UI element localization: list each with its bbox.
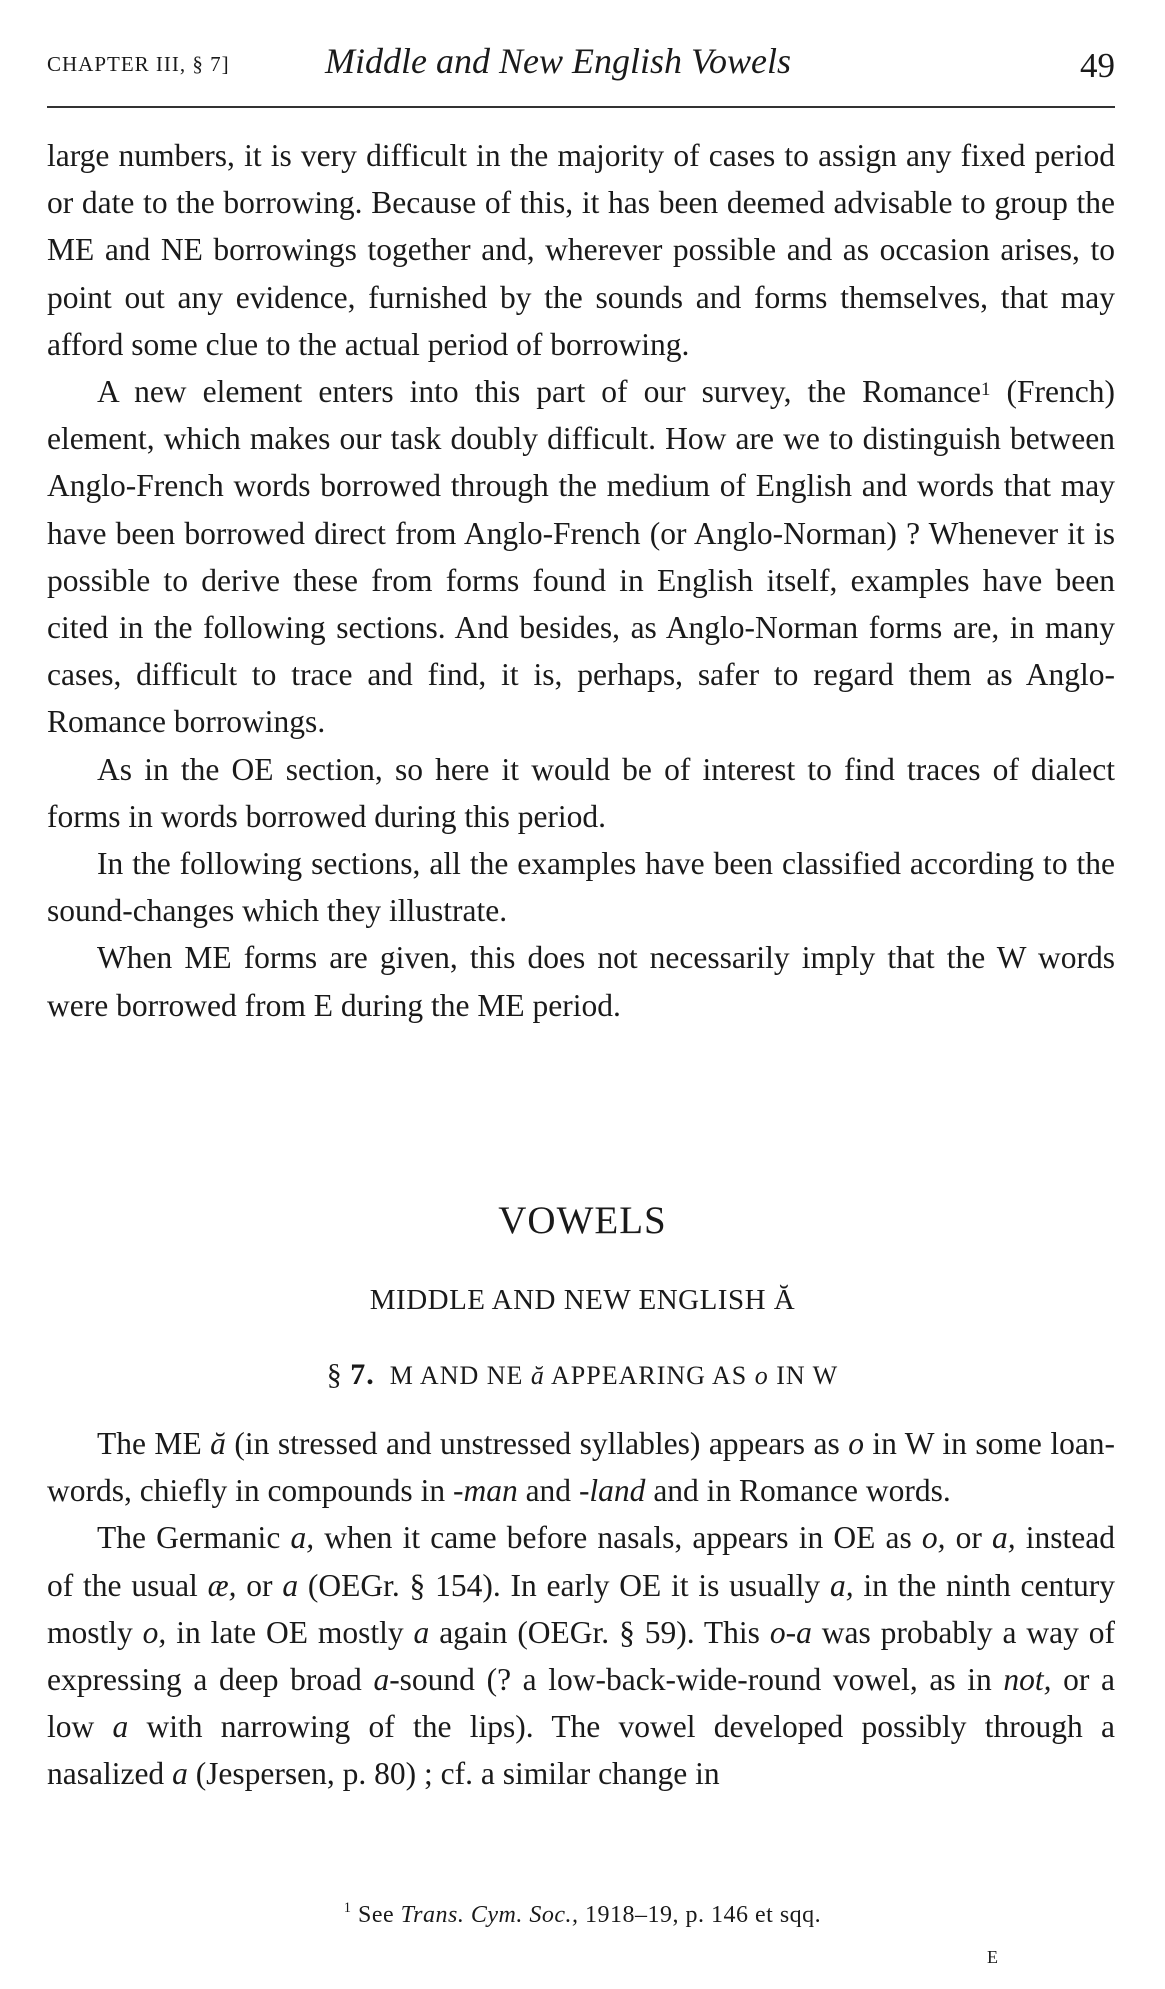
running-header bbox=[47, 38, 1115, 96]
footnote-number: 1 bbox=[343, 1900, 352, 1916]
signature-mark: E bbox=[987, 1947, 999, 1967]
section-paragraph-1: The ME ă (in stressed and unstressed syllables) appears as o in W in some loan-words, chiefly in compounds in -man and -land and in Romance words. bbox=[47, 1426, 1116, 1509]
paragraph-romance-start: A new element enters into this part of our survey, the Romance bbox=[97, 374, 982, 410]
paragraph-romance-rest: (French) element, which makes our task doubly difficult. How are we to distinguish between Anglo-French words borrowed through the medium of English and words that may have been borrowed direct from Anglo-French (or Anglo-Norman) ? Whenever it is possible to derive these from forms found in English itself, examples have been cited in the following sections. And besides, as Anglo-Norman forms are, in many cases, difficult to trace and find, it is, perhaps, safer to regard them as Anglo-Romance borrowings. bbox=[47, 374, 1115, 740]
running-title: Middle and New English Vowels bbox=[325, 41, 791, 81]
footnote-marker: 1 bbox=[981, 379, 991, 401]
journal-title: Trans. Cym. Soc., bbox=[400, 1902, 579, 1928]
paragraph-me-forms: When ME forms are given, this does not necessarily imply that the W words were borrowed from E during the ME period. bbox=[47, 940, 1115, 1023]
paragraph-dialect: As in the OE section, so here it would be of interest to find traces of dialect forms in words borrowed during this period. bbox=[47, 751, 1115, 834]
heading-vowels: VOWELS bbox=[498, 1199, 667, 1242]
section-text bbox=[47, 1420, 1115, 1798]
footnote: $^1$ See Trans. Cym. Soc., 1918–19, p. 146 et sqq. bbox=[343, 1900, 822, 1928]
page-number: 49 bbox=[1080, 46, 1115, 85]
paragraph-continued: large numbers, it is very difficult in the majority of cases to assign any fixed period or date to the borrowing. Because of this, it has been deemed advisable to group the ME and NE borrowings together and, wherever possible and as occasion arises, to point out any evidence, furnished by the sounds and forms themselves, that may afford some clue to the actual period of borrowing. bbox=[47, 138, 1115, 362]
main-text bbox=[47, 132, 1115, 1029]
paragraph-classified: In the following sections, all the examples have been classified according to the sound-changes which they illustrate. bbox=[47, 846, 1115, 929]
section-paragraph-2: The Germanic a, when it came before nasals, appears in OE as o, or a, instead of the usual æ, or a (OEGr. § 154). In early OE it is usually a, in the ninth century mostly o, in late OE mostly a again (OEGr. § 59). This o-a was probably a way of expressing a deep broad a-sound (? a low-back-wide-round vowel, as in not, or a low a with narrowing of the lips). The vowel developed possibly through a nasalized a (Jespersen, p. 80) ; cf. a similar change in bbox=[47, 1520, 1116, 1792]
paragraph-romance bbox=[47, 368, 1115, 746]
chapter-reference: CHAPTER III, § 7] bbox=[47, 52, 230, 76]
header-rule bbox=[47, 106, 1115, 108]
heading-middle-new-english: MIDDLE AND NEW ENGLISH Ă bbox=[369, 1284, 796, 1316]
section-heading: § 7. M AND NE ă APPEARING AS o IN W bbox=[326, 1358, 839, 1391]
